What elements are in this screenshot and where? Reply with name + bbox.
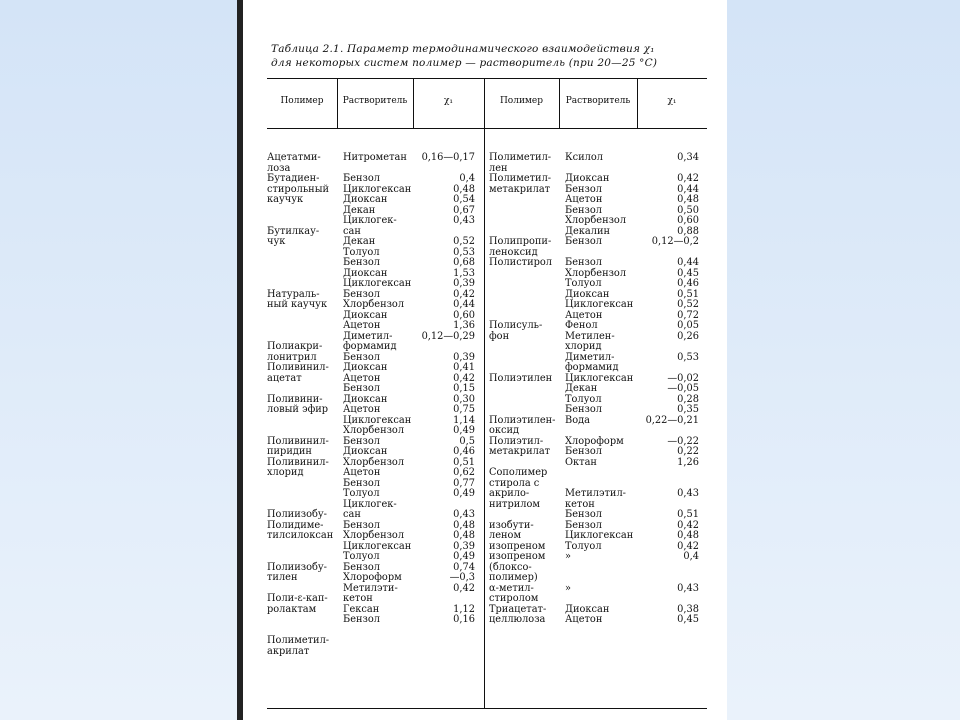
solvent-cell: Декан [343,204,376,216]
solvent-cell: Хлороформ [565,435,624,447]
polymer-cell [489,353,561,364]
polymer-cell: ацетат [267,372,302,384]
polymer-cell [267,552,339,563]
polymer-cell: пиридин [267,446,312,457]
chi-value-cell: 0,53 [677,351,699,363]
polymer-cell [489,395,561,406]
solvent-cell: » [565,551,571,562]
chi-value-cell: 0,43 [677,488,699,499]
solvent-cell: Декан [343,236,376,247]
solvent-cell: хлорид [565,341,602,352]
chi-value-cell: 0,53 [453,246,475,258]
solvent-cell: Ацетон [343,467,381,478]
polymer-cell [489,195,561,206]
chi-value-cell: 0,49 [453,551,475,562]
solvent-cell: Декан [565,383,598,394]
polymer-cell: α-метил- [489,582,534,594]
polymer-cell [267,311,339,322]
polymer-cell: Полидиме- [267,519,324,531]
chi-value-cell: 0,39 [453,278,475,289]
solvent-cell: Бензол [343,435,380,447]
polymer-cell [489,405,561,416]
scanned-page [237,0,727,720]
solvent-cell: Хлорбензол [343,456,405,468]
solvent-cell: Бензол [565,404,602,415]
solvent-cell: Ксилол [565,152,603,163]
header-bottom-rule [267,128,707,129]
solvent-cell: кетон [565,498,595,510]
left-solvent-column [343,153,413,626]
solvent-cell: Диоксан [343,362,388,373]
chi-value-cell: 0,60 [453,309,475,321]
header-solvent-left: Растворитель [342,96,408,106]
solvent-cell: Циклогексан [565,530,634,541]
solvent-cell: Толуол [565,393,602,405]
chi-value-cell: 0,48 [677,194,699,205]
chi-value-cell: 0,51 [677,288,699,300]
solvent-cell: Фенол [565,320,598,331]
chi-value-cell [635,594,699,605]
header-chi-left: χ₁ [443,96,454,106]
polymer-cell: Ацетатми- [267,152,321,163]
solvent-cell: Метилэти- [343,582,398,594]
header-polymer-left: Полимер [280,96,324,106]
chi-value-cell: 0,45 [677,614,699,625]
chi-value-cell: 0,42 [453,582,475,594]
polymer-cell [267,426,339,437]
polymer-cell: Полиакри- [267,341,323,352]
solvent-cell: Бензол [565,519,602,531]
solvent-cell: Ацетон [565,309,603,321]
polymer-cell: Поливинил- [267,456,329,468]
polymer-cell [267,489,339,500]
polymer-cell [267,416,339,427]
chi-value-cell: 0,51 [677,509,699,520]
polymer-cell: Полиметил- [489,152,552,163]
polymer-cell [489,384,561,395]
polymer-cell: ловый эфир [267,404,329,415]
chi-value-cell [635,563,699,574]
solvent-cell: Бензол [565,509,602,520]
polymer-cell: ный каучук [267,299,328,310]
polymer-cell: Полиэтилен [489,372,553,384]
polymer-cell: Полиизобу- [267,509,327,520]
chi-value-cell: 0,42 [677,519,699,531]
solvent-cell: Гексан [343,603,380,615]
header-chi-right: χ₁ [667,96,677,106]
polymer-cell: тилен [267,572,298,583]
polymer-cell: стирольный [267,183,330,195]
polymer-cell: Бутадиен- [267,173,320,184]
polymer-cell: каучук [267,194,304,205]
chi-value-cell: 0,45 [677,267,699,279]
solvent-cell: Бензол [343,383,380,394]
polymer-cell: метакрилат [489,183,551,195]
solvent-cell: формамид [565,362,619,373]
polymer-cell: Полисуль- [489,320,543,331]
chi-value-cell: 0,4 [683,551,699,562]
chi-value-cell: 0,44 [677,257,699,268]
chi-value-cell: 0,49 [453,488,475,499]
chi-value-cell: 0,5 [459,435,475,447]
polymer-cell [267,384,339,395]
chi-value-cell: 0,43 [453,215,475,226]
polymer-cell: оксид [489,425,520,436]
chi-value-cell: 0,05 [677,320,699,331]
chi-value-cell: 0,43 [677,582,699,594]
polymer-cell: Поливинил- [267,362,329,373]
chi-value-cell [635,426,699,437]
polymer-cell: стирола с [489,477,540,489]
solvent-cell: Бензол [343,477,380,489]
polymer-cell: Поливини- [267,393,323,405]
chi-value-cell: 0,38 [677,603,699,615]
chi-value-cell: 0,12—0,2 [651,236,699,247]
polymer-cell: Полипропи- [489,236,552,247]
solvent-cell: Диоксан [565,288,610,300]
polymer-cell [267,248,339,259]
chi-value-cell: 0,42 [677,540,699,552]
polymer-cell: ролактам [267,603,317,615]
solvent-cell [565,563,637,574]
chi-value-cell: 0,26 [677,330,699,342]
solvent-cell: Циклогексан [343,183,412,195]
polymer-cell [489,216,561,227]
chi-value-cell: 0,44 [453,299,475,310]
polymer-cell [489,342,561,353]
chi-value-cell: 0,44 [677,183,699,195]
chi-value-cell: 1,36 [453,320,475,331]
polymer-cell [267,279,339,290]
polymer-cell: акрило- [489,488,530,499]
polymer-cell: Полиэтил- [489,435,544,447]
solvent-cell: Толуол [343,551,380,562]
solvent-cell: Бензол [565,204,602,216]
solvent-cell: Циклогек- [343,215,397,226]
polymer-cell: тилсилоксан [267,530,334,541]
polymer-cell [267,615,339,626]
polymer-cell [489,300,561,311]
polymer-cell [267,321,339,332]
polymer-cell: (блоксо- [489,561,532,573]
polymer-cell [489,290,561,301]
chi-value-cell: 0,16—0,17 [421,152,475,163]
solvent-cell: Хлорбензол [565,267,627,279]
solvent-cell: Бензол [565,257,602,268]
polymer-cell: Сополимер [489,467,548,478]
polymer-cell: лонитрил [267,351,317,363]
polymer-cell: чук [267,236,286,247]
solvent-cell: Диоксан [343,393,388,405]
solvent-cell: Диоксан [343,267,388,279]
polymer-cell [489,206,561,217]
polymer-cell: леном [489,530,522,541]
chi-value-cell: 1,12 [453,603,475,615]
left-value-column [413,153,475,626]
polymer-cell [267,479,339,490]
left-polymer-column [267,153,339,657]
solvent-cell: Метилен- [565,330,615,342]
solvent-cell: Толуол [343,246,380,258]
solvent-cell: Нитрометан [343,152,407,163]
polymer-cell [489,279,561,290]
chi-value-cell: 0,43 [453,509,475,520]
polymer-cell: нитрилом [489,498,541,510]
chi-value-cell: 0,48 [453,530,475,541]
chi-value-cell: —0,3 [449,572,475,583]
polymer-cell: леноксид [489,246,538,258]
solvent-cell: Декалин [565,225,611,237]
chi-value-cell: 0,77 [453,477,475,489]
polymer-cell: Триацетат- [489,603,547,615]
chi-value-cell: 0,46 [453,446,475,457]
polymer-cell: полимер) [489,572,538,583]
solvent-cell: Бензол [343,561,380,573]
table-top-rule [267,78,707,79]
chi-value-cell: 0,42 [453,288,475,300]
solvent-cell: Бензол [343,351,380,363]
solvent-cell: Диоксан [343,446,388,457]
chi-value-cell: 0,52 [677,299,699,310]
polymer-cell [267,206,339,217]
polymer-cell: Полиэтилен- [489,414,556,426]
solvent-cell: Толуол [565,540,602,552]
center-divider [484,78,485,708]
solvent-cell: Хлорбензол [343,299,405,310]
page-binding-edge [237,0,243,720]
solvent-cell: Хлороформ [343,572,402,583]
solvent-cell: Циклогексан [343,540,412,552]
chi-value-cell: 0,42 [453,372,475,384]
polymer-cell: Бутилкау- [267,225,320,237]
solvent-cell: Бензол [343,257,380,268]
chi-value-cell: —0,05 [667,383,699,394]
chi-value-cell [413,342,475,353]
solvent-cell: Бензол [565,236,602,247]
solvent-cell: Вода [565,414,590,426]
polymer-cell: лен [489,162,508,174]
polymer-cell [267,258,339,269]
chi-value-cell: 0,41 [453,362,475,373]
solvent-cell: Диоксан [565,603,610,615]
polymer-cell: Натураль- [267,288,320,300]
solvent-cell: сан [343,509,361,520]
header-divider-1 [337,78,338,128]
chi-value-cell: 0,30 [453,393,475,405]
header-divider-4 [637,78,638,128]
solvent-cell: формамид [343,341,397,352]
polymer-cell: целлюлоза [489,614,546,625]
chi-value-cell [635,573,699,584]
header-solvent-right: Растворитель [565,96,631,106]
solvent-cell [565,573,637,584]
solvent-cell: Диметил- [565,351,615,363]
chi-value-cell: 0,48 [677,530,699,541]
solvent-cell: Бензол [565,446,602,457]
solvent-cell [565,468,637,479]
right-value-column [635,153,699,626]
chi-value-cell: 0,67 [453,204,475,216]
chi-value-cell: 0,15 [453,383,475,394]
solvent-cell: Ацетон [565,614,603,625]
polymer-cell: Полистирол [489,257,553,268]
chi-value-cell: 0,28 [677,393,699,405]
polymer-cell: лоза [267,162,291,174]
chi-value-cell: 0,34 [677,152,699,163]
solvent-cell: Ацетон [343,404,381,415]
solvent-cell: кетон [343,593,373,604]
chi-value-cell: 0,22—0,21 [645,414,699,426]
chi-value-cell: 0,48 [453,519,475,531]
polymer-cell: Полиизобу- [267,561,327,573]
chi-value-cell: 0,54 [453,194,475,205]
chi-value-cell: 0,4 [459,173,475,184]
solvent-cell: Октан [565,456,597,468]
solvent-cell: Бензол [343,173,380,184]
solvent-cell: » [565,582,571,594]
solvent-cell: Ацетон [343,320,381,331]
chi-value-cell: 0,39 [453,540,475,552]
chi-value-cell: 0,48 [453,183,475,195]
polymer-cell: метакрилат [489,446,551,457]
solvent-cell: Циклогексан [565,299,634,310]
polymer-cell [489,363,561,374]
solvent-cell: Толуол [343,488,380,499]
polymer-cell: Поливинил- [267,435,329,447]
solvent-cell: Бензол [565,183,602,195]
chi-value-cell: 0,22 [677,446,699,457]
chi-value-cell [635,468,699,479]
table-bottom-rule [267,708,707,709]
chi-value-cell: 0,75 [453,404,475,415]
right-polymer-column [489,153,561,626]
solvent-cell: Бензол [343,614,380,625]
header-divider-3 [559,78,560,128]
chi-value-cell: 0,16 [453,614,475,625]
solvent-cell [565,426,637,437]
chi-value-cell: 0,49 [453,425,475,436]
chi-value-cell: 0,42 [677,173,699,184]
polymer-cell [489,510,561,521]
caption-line-2: для некоторых систем полимер — растворитель (при 20—25 °С) [271,57,658,69]
polymer-cell: Полиметил- [489,173,552,184]
polymer-cell [267,216,339,227]
chi-value-cell: 0,39 [453,351,475,363]
solvent-cell: Циклогексан [343,414,412,426]
solvent-cell: Метилэтил- [565,488,626,499]
chi-value-cell [635,363,699,374]
chi-value-cell: 0,62 [453,467,475,478]
polymer-cell [489,269,561,280]
polymer-cell [267,542,339,553]
polymer-cell: изопреном [489,551,546,562]
polymer-cell: изопреном [489,540,546,552]
header-polymer-right: Полимер [499,96,544,106]
solvent-cell: Ацетон [565,194,603,205]
solvent-cell: Хлорбензол [343,530,405,541]
solvent-cell: Хлорбензол [565,215,627,226]
chi-value-cell: 1,14 [453,414,475,426]
polymer-cell [267,269,339,280]
chi-value-cell: 0,88 [677,225,699,237]
table-caption [271,42,701,70]
solvent-cell: Циклогек- [343,498,397,510]
chi-value-cell: 0,68 [453,257,475,268]
chi-value-cell: 0,12—0,29 [421,330,475,342]
polymer-cell: изобути- [489,519,534,531]
solvent-cell: Диоксан [343,309,388,321]
solvent-cell: сан [343,225,361,237]
chi-value-cell: 1,53 [453,267,475,279]
caption-line-1: Таблица 2.1. Параметр термодинамического взаимодействия χ₁ [271,43,655,55]
solvent-cell: Диоксан [343,194,388,205]
chi-value-cell: 1,26 [677,456,699,468]
right-solvent-column [565,153,637,626]
chi-value-cell [635,342,699,353]
header-divider-2 [413,78,414,128]
solvent-cell: Хлорбензол [343,425,405,436]
chi-value-cell: —0,02 [667,372,699,384]
solvent-cell: Диметил- [343,330,393,342]
chi-value-cell: 0,51 [453,456,475,468]
solvent-cell [565,594,637,605]
chi-value-cell: 0,60 [677,215,699,226]
chi-value-cell [413,594,475,605]
chi-value-cell: —0,22 [667,435,699,447]
solvent-cell: Бензол [343,519,380,531]
polymer-cell: хлорид [267,467,304,478]
polymer-cell: стиролом [489,593,539,604]
solvent-cell: Бензол [343,288,380,300]
chi-value-cell: 0,46 [677,278,699,289]
solvent-cell: Диоксан [565,173,610,184]
solvent-cell: Циклогексан [565,372,634,384]
chi-value-cell: 0,50 [677,204,699,216]
solvent-cell: Толуол [565,278,602,289]
polymer-cell: Полиметил- [267,635,330,646]
polymer-cell: акрилат [267,645,310,657]
solvent-cell: Ацетон [343,372,381,384]
chi-value-cell: 0,52 [453,236,475,247]
chi-value-cell: 0,35 [677,404,699,415]
chi-value-cell: 0,74 [453,561,475,573]
polymer-cell: фон [489,330,510,342]
polymer-cell: Поли-ε-кап- [267,593,328,604]
solvent-cell: Циклогексан [343,278,412,289]
chi-value-cell: 0,72 [677,309,699,321]
